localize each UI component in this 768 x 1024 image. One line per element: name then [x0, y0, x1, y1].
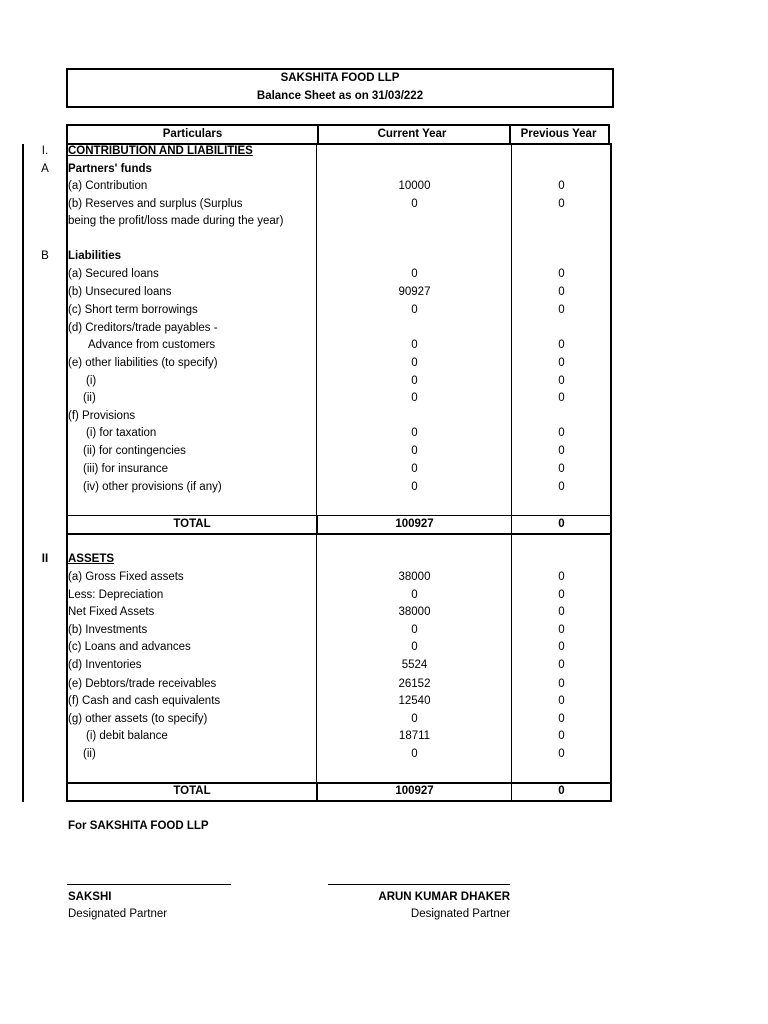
row-label: (b) Reserves and surplus (Surplus — [68, 198, 243, 210]
row-current-value: 10000 — [398, 180, 431, 192]
row-label: being the profit/loss made during the year) — [68, 215, 284, 227]
header-particulars: Particulars — [66, 124, 319, 145]
row-label: (a) Gross Fixed assets — [68, 571, 184, 583]
row-label: Advance from customers — [88, 339, 216, 351]
row-previous-value: 0 — [558, 659, 565, 671]
row-label: (i) — [86, 375, 97, 387]
row-label: (e) Debtors/trade receivables — [68, 678, 217, 690]
row-current-value: 38000 — [398, 571, 431, 583]
row-previous-value: 0 — [558, 463, 565, 475]
row-current-value: 0 — [411, 481, 418, 493]
left-margin-bar — [22, 144, 24, 802]
row-current-value: 0 — [411, 304, 418, 316]
row-previous-value: 0 — [558, 286, 565, 298]
row-current-value: 0 — [411, 339, 418, 351]
row-current-value: 0 — [411, 463, 418, 475]
signature-line-2 — [328, 884, 510, 885]
row-label: (d) Inventories — [68, 659, 142, 671]
subsection-a-title: Partners' funds — [68, 163, 152, 175]
row-label: (f) Provisions — [68, 410, 136, 422]
column-divider-1 — [316, 143, 317, 802]
row-current-value: 0 — [411, 375, 418, 387]
subsection-b-letter: B — [41, 250, 49, 262]
subsection-a-letter: A — [41, 163, 49, 175]
row-current-value: 0 — [411, 713, 418, 725]
header-current-year: Current Year — [315, 124, 511, 145]
row-current-value: 0 — [411, 589, 418, 601]
column-divider-2 — [511, 143, 512, 802]
row-previous-value: 0 — [558, 392, 565, 404]
row-label: (ii) — [83, 392, 96, 404]
sheet-subtitle: Balance Sheet as on 31/03/222 — [256, 90, 424, 102]
row-label: (b) Investments — [68, 624, 148, 636]
row-current-value: 90927 — [398, 286, 431, 298]
for-company-label: For SAKSHITA FOOD LLP — [68, 820, 209, 832]
title-box — [66, 68, 614, 108]
row-current-value: 0 — [411, 268, 418, 280]
row-current-value: 0 — [411, 641, 418, 653]
section-2-numeral: II — [41, 553, 49, 565]
section-1-numeral: I. — [41, 145, 49, 157]
row-previous-value: 0 — [558, 339, 565, 351]
company-title: SAKSHITA FOOD LLP — [280, 72, 400, 84]
row-label: (f) Cash and cash equivalents — [68, 695, 221, 707]
row-previous-value: 0 — [558, 748, 565, 760]
row-label: (g) other assets (to specify) — [68, 713, 208, 725]
row-previous-value: 0 — [558, 481, 565, 493]
row-label: (c) Loans and advances — [68, 641, 191, 653]
row-label: (e) other liabilities (to specify) — [68, 357, 218, 369]
row-previous-value: 0 — [558, 268, 565, 280]
row-previous-value: 0 — [558, 198, 565, 210]
row-label: (a) Contribution — [68, 180, 148, 192]
total-current: 100927 — [395, 785, 434, 797]
row-previous-value: 0 — [558, 606, 565, 618]
row-current-value: 18711 — [398, 730, 431, 742]
row-label: (ii) — [83, 748, 96, 760]
row-label: (i) debit balance — [86, 730, 168, 742]
row-current-value: 0 — [411, 392, 418, 404]
row-previous-value: 0 — [558, 375, 565, 387]
row-label: Less: Depreciation — [68, 589, 164, 601]
row-previous-value: 0 — [558, 180, 565, 192]
row-label: (iii) for insurance — [83, 463, 168, 475]
row-previous-value: 0 — [558, 357, 565, 369]
total-label: TOTAL — [173, 518, 211, 530]
signature-line-1 — [67, 884, 231, 885]
row-current-value: 26152 — [398, 678, 431, 690]
row-label: (i) for taxation — [86, 427, 157, 439]
row-previous-value: 0 — [558, 678, 565, 690]
signer-2-name: ARUN KUMAR DHAKER — [378, 891, 510, 903]
row-previous-value: 0 — [558, 713, 565, 725]
total-label: TOTAL — [173, 785, 211, 797]
section-1-title: CONTRIBUTION AND LIABILITIES — [68, 145, 253, 157]
total-1-bottom-line — [66, 533, 612, 535]
signer-2-role: Designated Partner — [410, 908, 510, 920]
row-previous-value: 0 — [558, 571, 565, 583]
row-previous-value: 0 — [558, 624, 565, 636]
row-label: (iv) other provisions (if any) — [83, 481, 222, 493]
row-previous-value: 0 — [558, 695, 565, 707]
row-previous-value: 0 — [558, 589, 565, 601]
row-current-value: 0 — [411, 198, 418, 210]
row-previous-value: 0 — [558, 730, 565, 742]
row-previous-value: 0 — [558, 445, 565, 457]
subsection-b-title: Liabilities — [68, 250, 122, 262]
total-2-bottom-line — [66, 800, 612, 802]
row-current-value: 0 — [411, 427, 418, 439]
total-previous: 0 — [558, 785, 565, 797]
row-current-value: 0 — [411, 445, 418, 457]
row-label: (a) Secured loans — [68, 268, 159, 280]
row-previous-value: 0 — [558, 427, 565, 439]
row-label: Net Fixed Assets — [68, 606, 155, 618]
row-current-value: 0 — [411, 624, 418, 636]
row-previous-value: 0 — [558, 641, 565, 653]
row-current-value: 0 — [411, 748, 418, 760]
row-current-value: 12540 — [398, 695, 431, 707]
signer-1-name: SAKSHI — [68, 891, 112, 903]
table-right-border — [610, 143, 612, 802]
row-previous-value: 0 — [558, 304, 565, 316]
row-label: (b) Unsecured loans — [68, 286, 172, 298]
header-previous-year: Previous Year — [509, 124, 610, 145]
signer-1-role: Designated Partner — [68, 908, 168, 920]
total-current: 100927 — [395, 518, 434, 530]
row-current-value: 38000 — [398, 606, 431, 618]
row-current-value: 0 — [411, 357, 418, 369]
row-label: (c) Short term borrowings — [68, 304, 198, 316]
row-label: (d) Creditors/trade payables - — [68, 322, 218, 334]
row-current-value: 5524 — [401, 659, 428, 671]
total-previous: 0 — [558, 518, 565, 530]
section-2-title: ASSETS — [68, 553, 115, 565]
row-label: (ii) for contingencies — [83, 445, 186, 457]
